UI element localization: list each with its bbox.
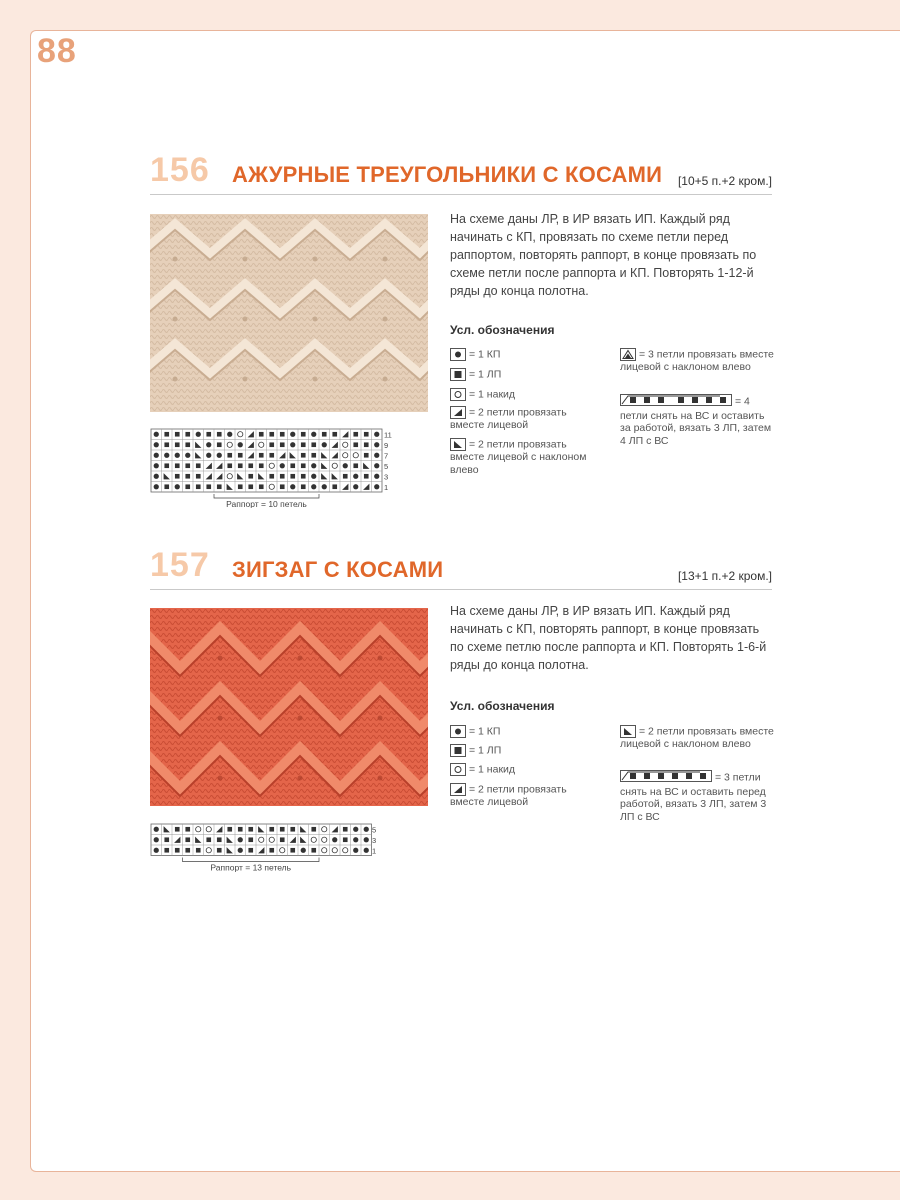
chart-stitch (164, 442, 169, 447)
chart-stitch (301, 848, 306, 853)
chart-stitch (248, 837, 253, 842)
knit-photo (150, 214, 428, 412)
chart-stitch (227, 827, 232, 832)
legend-item: = 1 ЛП (450, 744, 600, 757)
chart-stitch (248, 463, 253, 468)
chart-stitch (343, 827, 348, 832)
chart-stitch (175, 453, 180, 458)
chart-stitch (290, 827, 295, 832)
legend-item: = 1 накид (450, 388, 600, 401)
pattern-title: ЗИГЗАГ С КОСАМИ (232, 557, 444, 582)
chart-stitch (290, 848, 295, 853)
chart-stitch (280, 432, 285, 437)
pattern-number: 157 (150, 546, 210, 584)
legend-item: = 4 петли снять на ВС и оставить за работой, вязать 3 ЛП, затем 4 ЛП с ВС (620, 395, 772, 447)
chart-stitch (185, 432, 190, 437)
chart-stitch (290, 442, 295, 447)
row-numbers (382, 428, 402, 499)
chart-stitch (290, 463, 295, 468)
chart-stitch (290, 484, 295, 489)
chart-stitch (322, 442, 327, 447)
chart-stitch (154, 463, 159, 468)
legend-item: = 1 КП (450, 348, 600, 361)
pattern-number: 156 (150, 151, 210, 189)
row-number: 5 (384, 461, 389, 471)
chart-stitch (175, 442, 180, 447)
chart-stitch (269, 474, 274, 479)
chart-stitch (301, 442, 306, 447)
chart-stitch (280, 827, 285, 832)
chart-stitch (311, 827, 316, 832)
legend-item: = 3 петли снять на ВС и оставить перед работой, вязать 3 ЛП, затем 3 ЛП с ВС (620, 771, 767, 823)
chart-stitch (364, 837, 369, 842)
chart-stitch (353, 827, 358, 832)
chart-stitch (332, 837, 337, 842)
chart-stitch (311, 442, 316, 447)
chart-stitch (217, 484, 222, 489)
chart-stitch (353, 474, 358, 479)
chart-stitch (301, 432, 306, 437)
chart-stitch (196, 484, 201, 489)
chart-stitch (185, 484, 190, 489)
chart-stitch (185, 453, 190, 458)
chart-stitch (259, 463, 264, 468)
chart-stitch (196, 463, 201, 468)
chart-stitch (248, 848, 253, 853)
legend-item: = 2 петли провязать вместе лицевой с наклоном влево (620, 725, 774, 750)
circle-icon (450, 763, 466, 776)
chart-stitch (185, 474, 190, 479)
chart-stitch (154, 848, 159, 853)
pattern-description: На схеме даны ЛР, в ИР вязать ИП. Каждый ряд начинать с КП, провязать по схеме петли перед раппортом, повторять раппорт, в конце провязать по схеме петли после раппорта и КП. Повторять 1-12-й ряды до конца полотна. (450, 212, 757, 298)
chart-stitch (217, 453, 222, 458)
row-number: 3 (384, 472, 389, 482)
chart-stitch (280, 474, 285, 479)
chart-stitch (164, 453, 169, 458)
chart-stitch (374, 432, 379, 437)
chart-stitch (154, 474, 159, 479)
chart-stitch (374, 484, 379, 489)
right-triangle-icon (450, 406, 466, 419)
pattern-156 (150, 151, 774, 514)
legend-title: Усл. обозначения (450, 699, 555, 713)
chart-stitch (343, 837, 348, 842)
row-number: 9 (384, 440, 389, 450)
chart-stitch (364, 827, 369, 832)
chart-stitch (238, 827, 243, 832)
chart-stitch (301, 453, 306, 458)
chart-stitch (196, 474, 201, 479)
chart-stitch (332, 484, 337, 489)
chart-stitch (269, 827, 274, 832)
pattern-header (150, 151, 772, 195)
chart-stitch (353, 463, 358, 468)
chart-stitch (217, 848, 222, 853)
chart-stitch (196, 432, 201, 437)
chart-stitch (269, 432, 274, 437)
chart-stitch (311, 453, 316, 458)
chart-stitch (280, 484, 285, 489)
row-number: 7 (384, 451, 389, 461)
left-triangle-icon (620, 725, 636, 738)
triple-triangle-icon (620, 348, 636, 361)
pattern-repeat-info: [13+1 п.+2 кром.] (677, 569, 772, 583)
chart-stitch (364, 848, 369, 853)
legend-item: = 2 петли провязать вместе лицевой с наклоном влево (450, 438, 587, 476)
chart-stitch (374, 463, 379, 468)
chart-stitch (206, 442, 211, 447)
chart-stitch (185, 463, 190, 468)
cable-4-icon (620, 394, 732, 410)
chart-stitch (238, 442, 243, 447)
chart-stitch (196, 848, 201, 853)
chart-stitch (175, 463, 180, 468)
chart-stitch (248, 484, 253, 489)
chart-stitch (164, 848, 169, 853)
chart-stitch (164, 484, 169, 489)
chart-stitch (217, 442, 222, 447)
chart-stitch (364, 442, 369, 447)
chart-stitch (353, 484, 358, 489)
chart-stitch (185, 827, 190, 832)
chart-stitch (343, 463, 348, 468)
row-number: 3 (372, 835, 377, 845)
legend-title: Усл. обозначения (450, 323, 555, 337)
chart-stitch (164, 463, 169, 468)
chart-stitch (311, 848, 316, 853)
pattern-repeat-info: [10+5 п.+2 кром.] (677, 174, 772, 188)
chart-stitch (164, 837, 169, 842)
chart-stitch (206, 837, 211, 842)
chart-stitch (364, 432, 369, 437)
chart-stitch (290, 474, 295, 479)
chart-stitch (238, 484, 243, 489)
chart-stitch (332, 432, 337, 437)
chart-stitch (175, 484, 180, 489)
chart-stitch (238, 453, 243, 458)
pattern-157 (150, 546, 774, 879)
chart-caption: Раппорт = 13 петель (210, 862, 292, 873)
chart-stitch (175, 432, 180, 437)
chart-stitch (364, 474, 369, 479)
chart-stitch (343, 474, 348, 479)
chart-stitch (185, 442, 190, 447)
chart-stitch (154, 432, 159, 437)
knit-photo (150, 608, 428, 806)
chart-stitch (269, 848, 274, 853)
chart-stitch (280, 837, 285, 842)
legend-item: = 2 петли провязать вместе лицевой (450, 406, 567, 431)
chart-stitch (311, 474, 316, 479)
chart-stitch (290, 432, 295, 437)
chart-stitch (364, 453, 369, 458)
chart-stitch (227, 463, 232, 468)
chart-stitch (206, 432, 211, 437)
chart-stitch (154, 442, 159, 447)
square-icon (450, 368, 466, 381)
chart-stitch (185, 848, 190, 853)
dot-icon (450, 348, 466, 361)
circle-icon (450, 388, 466, 401)
page-number: 88 (37, 32, 77, 70)
cable-3-icon (620, 770, 712, 786)
chart-stitch (175, 827, 180, 832)
chart-stitch (280, 463, 285, 468)
pattern-chart (150, 428, 400, 508)
chart-stitch (374, 474, 379, 479)
chart-stitch (227, 453, 232, 458)
chart-stitch (374, 442, 379, 447)
chart-stitch (269, 453, 274, 458)
chart-stitch (353, 432, 358, 437)
chart-stitch (154, 837, 159, 842)
chart-stitch (248, 827, 253, 832)
chart-stitch (185, 837, 190, 842)
chart-stitch (259, 453, 264, 458)
chart-stitch (227, 432, 232, 437)
chart-stitch (217, 837, 222, 842)
row-number: 1 (384, 482, 389, 492)
chart-stitch (154, 484, 159, 489)
chart-stitch (248, 474, 253, 479)
pattern-chart (150, 823, 380, 873)
chart-stitch (322, 484, 327, 489)
left-triangle-icon (450, 438, 466, 451)
chart-stitch (269, 442, 274, 447)
chart-stitch (280, 442, 285, 447)
chart-stitch (217, 432, 222, 437)
pattern-header (150, 546, 772, 590)
row-number: 5 (372, 825, 377, 835)
chart-stitch (154, 453, 159, 458)
chart-stitch (353, 848, 358, 853)
chart-stitch (238, 463, 243, 468)
chart-stitch (353, 837, 358, 842)
chart-stitch (175, 474, 180, 479)
chart-stitch (374, 453, 379, 458)
square-icon (450, 744, 466, 757)
chart-stitch (175, 848, 180, 853)
pattern-title: АЖУРНЫЕ ТРЕУГОЛЬНИКИ С КОСАМИ (232, 162, 663, 187)
legend-item: = 1 КП (450, 725, 600, 738)
chart-stitch (206, 484, 211, 489)
chart-stitch (311, 484, 316, 489)
row-number: 1 (372, 846, 377, 856)
row-numbers (370, 823, 390, 864)
legend-item: = 3 петли провязать вместе лицевой с наклоном влево (620, 348, 774, 373)
chart-stitch (206, 453, 211, 458)
chart-stitch (164, 432, 169, 437)
legend-item: = 1 накид (450, 763, 600, 776)
legend-item: = 2 петли провязать вместе лицевой (450, 783, 567, 808)
legend-item: = 1 ЛП (450, 368, 600, 381)
chart-stitch (301, 484, 306, 489)
chart-stitch (238, 837, 243, 842)
chart-stitch (311, 432, 316, 437)
chart-stitch (322, 432, 327, 437)
chart-stitch (259, 432, 264, 437)
chart-stitch (301, 474, 306, 479)
dot-icon (450, 725, 466, 738)
chart-stitch (311, 463, 316, 468)
chart-stitch (259, 484, 264, 489)
chart-stitch (353, 442, 358, 447)
row-number: 11 (384, 430, 392, 440)
right-triangle-icon (450, 783, 466, 796)
chart-stitch (238, 848, 243, 853)
chart-stitch (154, 827, 159, 832)
pattern-description: На схеме даны ЛР, в ИР вязать ИП. Каждый ряд начинать с КП, повторять раппорт, в конце провязать по схеме петлю после раппорта и КП. Повторять 1-6-й ряды до конца полотна. (450, 604, 767, 672)
chart-caption: Раппорт = 10 петель (226, 499, 307, 508)
chart-stitch (301, 463, 306, 468)
